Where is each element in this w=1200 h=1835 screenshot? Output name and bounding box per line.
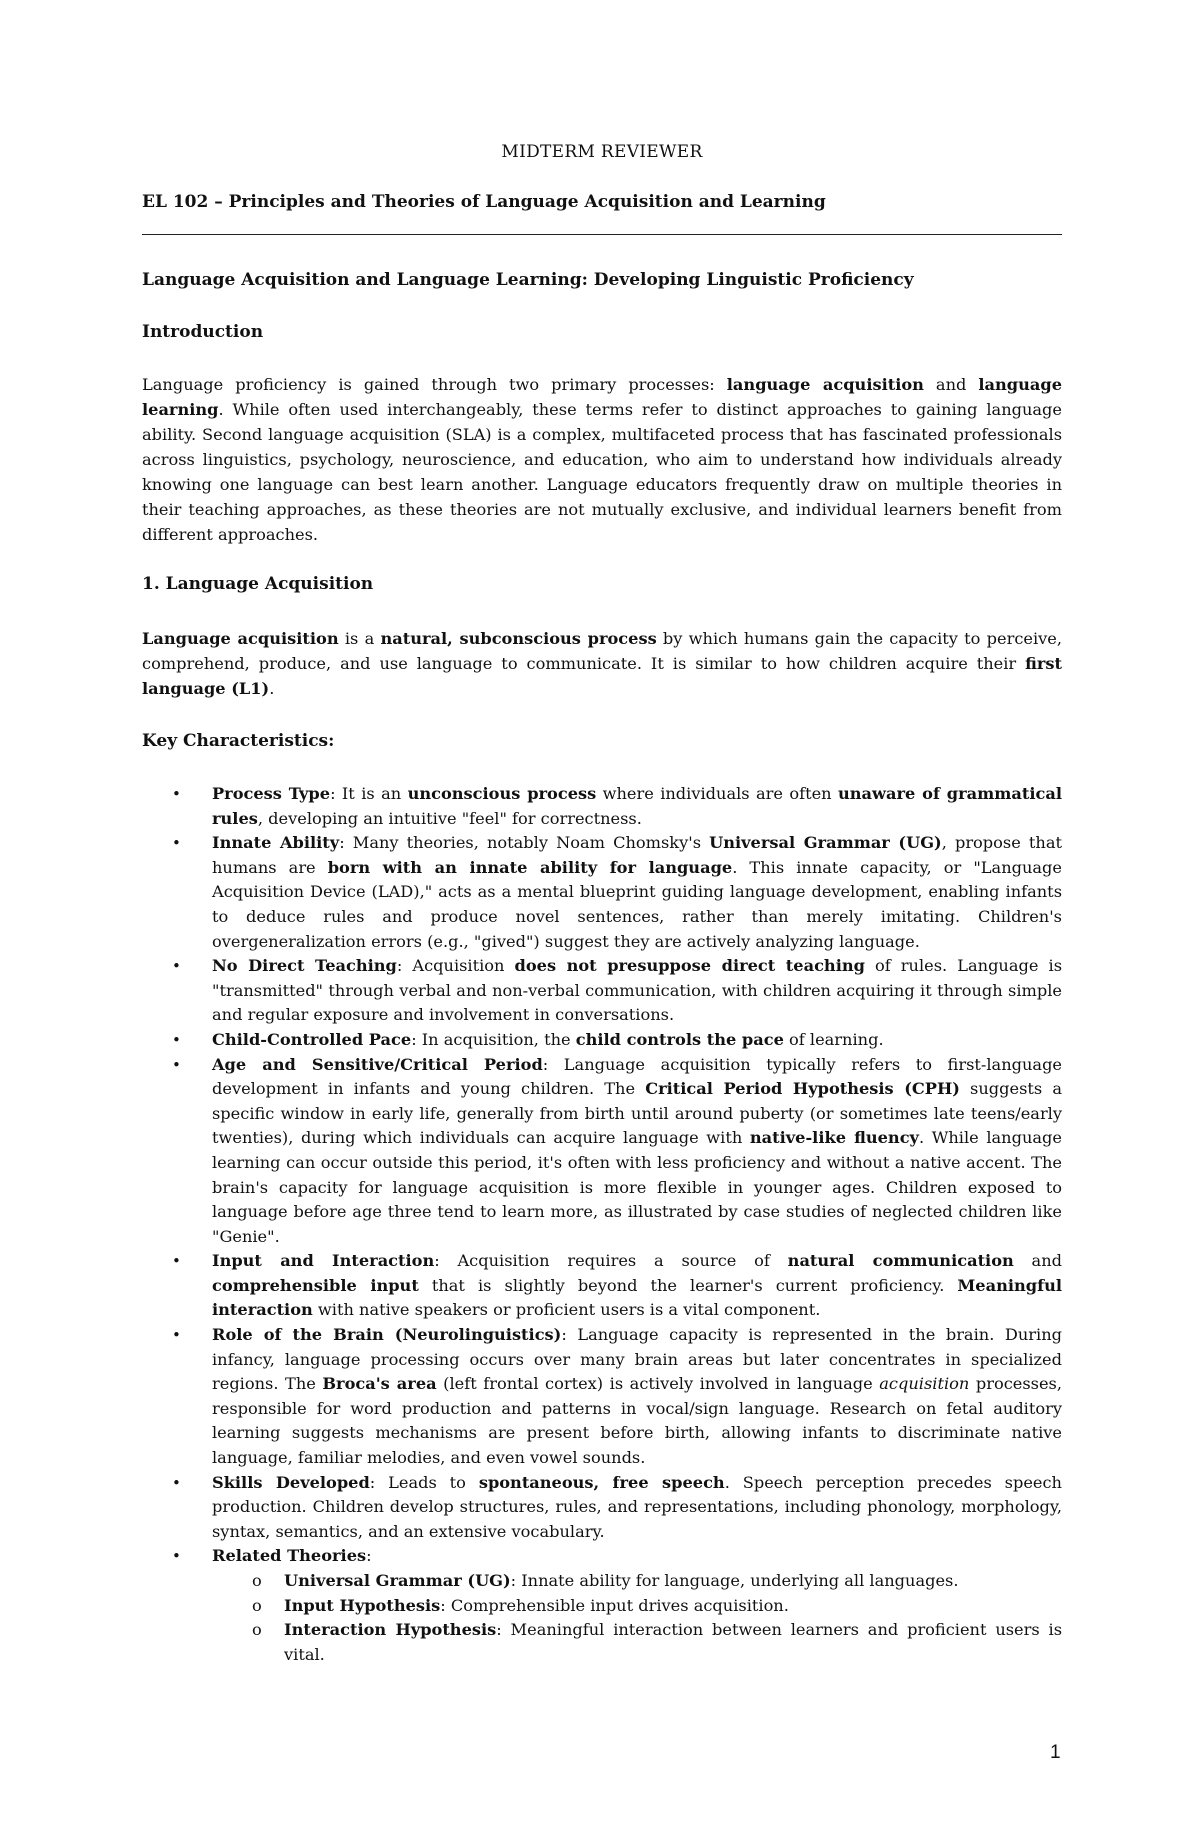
bullet-icon: • bbox=[172, 1030, 181, 1049]
bullet-icon: • bbox=[172, 957, 181, 976]
section-1-heading: 1. Language Acquisition bbox=[142, 574, 374, 594]
list-item: • No Direct Teaching: Acquisition does not presuppose direct teaching of rules. Language is "transmitted" through verbal and non-verbal communication, with children acquiring it through simple and regular exposure and involvement in conversations. bbox=[172, 956, 1062, 1025]
page-number: 1 bbox=[1050, 1742, 1061, 1763]
sub-list-item: o Input Hypothesis: Comprehensible input drives acquisition. bbox=[142, 1594, 1062, 1619]
list-item: • Age and Sensitive/Critical Period: Language acquisition typically refers to first-language development in infants and young children. The Critical Period Hypothesis (CPH) suggests a specific window in early life, generally from birth until around puberty (or sometimes late teens/early twenties), during which individuals can acquire language with native-like fluency. While language learning can occur outside this period, it's often with less proficiency and without a native accent. The brain's capacity for language acquisition is more flexible in younger ages. Children exposed to language before age three tend to learn more, as illustrated by case studies of neglected children like "Genie". bbox=[172, 1054, 1063, 1246]
list-item: • Input and Interaction: Acquisition requires a source of natural communication and comprehensible input that is slightly beyond the learner's current proficiency. Meaningful interaction with native speakers or proficient users is a vital component. bbox=[172, 1251, 1062, 1320]
introduction-paragraph: Language proficiency is gained through two primary processes: language acquisition and language learning. While often used interchangeably, these terms refer to distinct approaches to gaining language ability. Second language acquisition (SLA) is a complex, multifaceted process that has fascinated professionals across linguistics, psychology, neuroscience, and education, who aim to understand how individuals already knowing one language can best learn another. Language educators frequently draw on multiple theories in their teaching approaches, as these theories are not mutually exclusive, and individual learners benefit from different approaches. bbox=[142, 375, 1062, 544]
main-heading: Language Acquisition and Language Learning: Developing Linguistic Proficiency bbox=[142, 270, 914, 290]
list-item: • Child-Controlled Pace: In acquisition, the child controls the pace of learning. bbox=[142, 1028, 1062, 1053]
introduction-heading: Introduction bbox=[142, 322, 264, 342]
bullet-icon: • bbox=[172, 1473, 181, 1492]
sub-list-item: o Interaction Hypothesis: Meaningful interaction between learners and proficient users is vital. bbox=[252, 1620, 1062, 1664]
bullet-icon: • bbox=[172, 1055, 181, 1074]
sub-bullet-icon: o bbox=[252, 1595, 262, 1615]
related-theories-list bbox=[212, 1569, 1062, 1667]
bullet-icon: • bbox=[172, 1326, 181, 1345]
horizontal-divider bbox=[142, 234, 1062, 235]
list-item: • Role of the Brain (Neurolinguistics): Language capacity is represented in the brain. During infancy, language processing occurs over many brain areas but later concentrates in specialized regions. The Broca's area (left frontal cortex) is actively involved in language acquisition processes, responsible for word production and patterns in vocal/sign language. Research on fetal auditory learning suggests mechanisms are present before birth, allowing infants to discriminate native language, familiar melodies, and even vowel sounds. bbox=[172, 1325, 1062, 1468]
characteristics-list bbox=[142, 782, 1062, 1667]
bullet-icon: • bbox=[172, 1252, 181, 1271]
bullet-icon: • bbox=[172, 834, 181, 853]
course-title: EL 102 – Principles and Theories of Language Acquisition and Learning bbox=[142, 192, 826, 212]
bullet-icon: • bbox=[172, 785, 181, 803]
list-item: • Process Type: It is an unconscious process where individuals are often unaware of grammatical rules, developing an intuitive "feel" for correctness. bbox=[172, 784, 1063, 828]
bullet-icon: • bbox=[172, 1547, 181, 1566]
sub-list-item: o Universal Grammar (UG): Innate ability for language, underlying all languages. bbox=[142, 1569, 1062, 1594]
list-item: • Related Theories: o Universal Grammar (UG): Innate ability for language, underlying all languages. o Input Hypothesis: Comprehensible input drives acquisition. o Interaction Hypothesis: Meaningful interaction between learners and proficient users is vital. bbox=[142, 1544, 1062, 1667]
sub-bullet-icon: o bbox=[252, 1571, 262, 1590]
definition-paragraph: Language acquisition is a natural, subconscious process by which humans gain the capacity to perceive, comprehend, produce, and use language to communicate. It is similar to how children acquire their first language (L1). bbox=[142, 629, 1063, 698]
list-item: • Skills Developed: Leads to spontaneous, free speech. Speech perception precedes speech production. Children develop structures, rules, and representations, including phonology, morphology, syntax, semantics, and an extensive vocabulary. bbox=[172, 1472, 1062, 1541]
list-item: • Innate Ability: Many theories, notably Noam Chomsky's Universal Grammar (UG), propose that humans are born with an innate ability for language. This innate capacity, or "Language Acquisition Device (LAD)," acts as a mental blueprint guiding language development, enabling infants to deduce rules and produce novel sentences, rather than merely imitating. Children's overgeneralization errors (e.g., "gived") suggest they are actively analyzing language. bbox=[172, 833, 1062, 951]
key-characteristics-heading: Key Characteristics: bbox=[142, 731, 335, 751]
document-title: MIDTERM REVIEWER bbox=[501, 142, 703, 162]
sub-bullet-icon: o bbox=[252, 1620, 262, 1640]
